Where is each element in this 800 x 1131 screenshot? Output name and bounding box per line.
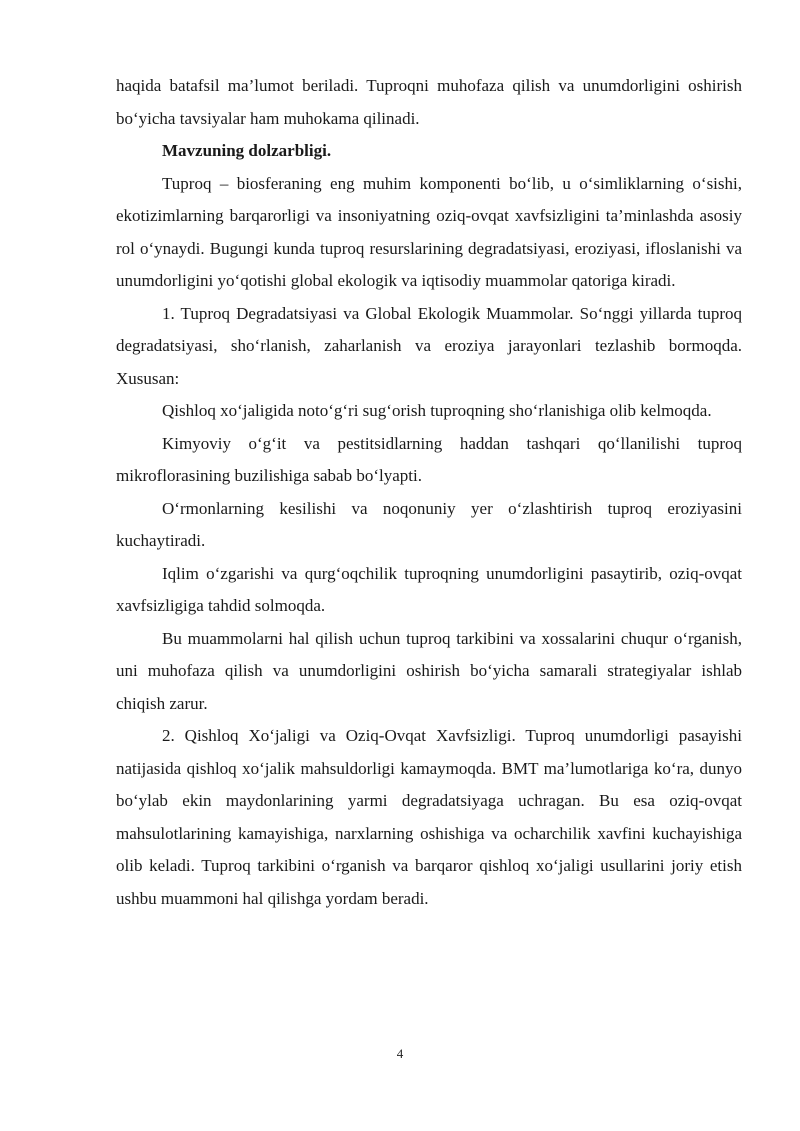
paragraph-solutions: Bu muammolarni hal qilish uchun tuproq tarkibini va xossalarini chuqur o‘rganish, uni muhofaza qilish va unumdorligini oshirish bo‘yicha samarali strategiyalar ishlab chiqish zarur.	[116, 628, 742, 713]
paragraph-deforestation: O‘rmonlarning kesilishi va noqonuniy yer o‘zlashtirish tuproq eroziyasini kuchaytiradi.	[116, 498, 742, 550]
document-page	[116, 70, 742, 915]
section-heading-relevance: Mavzuning dolzarbligi.	[162, 141, 332, 160]
page-number: 4	[396, 1046, 404, 1061]
paragraph-climate: Iqlim o‘zgarishi va qurg‘oqchilik tuproqning unumdorligini pasaytirib, oziq-ovqat xavfsizligiga tahdid solmoqda.	[116, 563, 742, 615]
paragraph-degradation-intro: 1. Tuproq Degradatsiyasi va Global Ekologik Muammolar. So‘nggi yillarda tuproq degradatsiyasi, sho‘rlanish, zaharlanish va eroziya jarayonlari tezlashib bormoqda. Xususan:	[116, 303, 742, 388]
paragraph-continuation: haqida batafsil ma’lumot beriladi. Tuproqni muhofaza qilish va unumdorligini oshirish bo‘yicha tavsiyalar ham muhokama qilinadi.	[116, 76, 742, 128]
paragraph-soil-importance: Tuproq – biosferaning eng muhim komponenti bo‘lib, u o‘simliklarning o‘sishi, ekotizimlarning barqarorligi va insoniyatning oziq-ovqat xavfsizligini ta’minlashda asosiy rol o‘ynaydi. Bugungi kunda tuproq resurslarining degradatsiyasi, eroziyasi, ifloslanishi va unumdorligini yo‘qotishi global ekologik va iqtisodiy muammolar qatoriga kiradi.	[116, 173, 742, 290]
paragraph-irrigation: Qishloq xo‘jaligida noto‘g‘ri sug‘orish tuproqning sho‘rlanishiga olib kelmoqda.	[162, 401, 712, 420]
paragraph-food-security: 2. Qishloq Xo‘jaligi va Oziq-Ovqat Xavfsizligi. Tuproq unumdorligi pasayishi natijasida qishloq xo‘jalik mahsuldorligi kamaymoqda. BMT ma’lumotlariga ko‘ra, dunyo bo‘ylab ekin maydonlarining yarmi degradatsiyaga uchragan. Bu esa oziq-ovqat mahsulotlarining kamayishiga, narxlarning oshishiga va ocharchilik xavfini kuchayishiga olib keladi. Tuproq tarkibini o‘rganish va barqaror qishloq xo‘jaligi usullarini joriy etish ushbu muammoni hal qilishga yordam beradi.	[116, 726, 742, 908]
paragraph-fertilizers: Kimyoviy o‘g‘it va pestitsidlarning haddan tashqari qo‘llanilishi tuproq mikroflorasining buzilishiga sabab bo‘lyapti.	[116, 433, 742, 485]
